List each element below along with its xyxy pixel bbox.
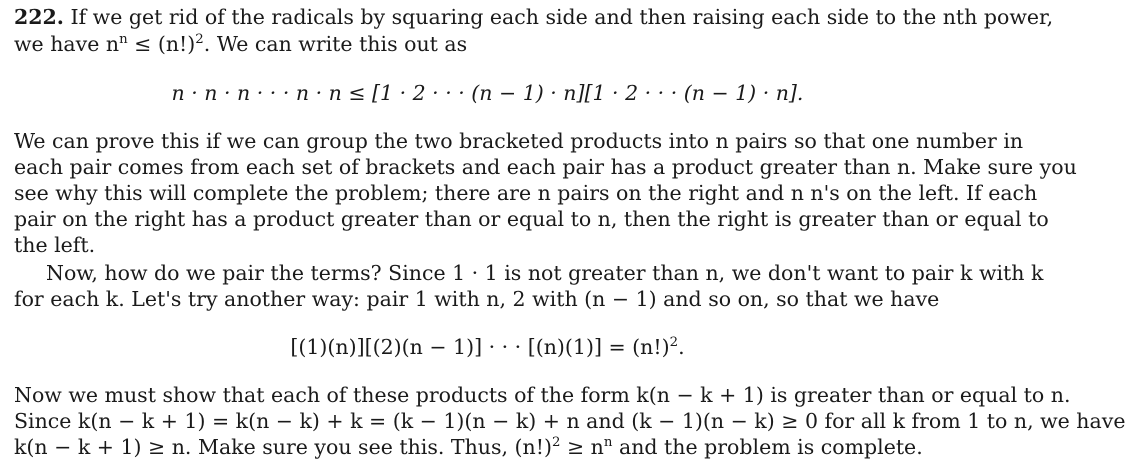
intro-text-1: If we get rid of the radicals by squaring each side and then raising each side to the nth power,: [70, 5, 1054, 29]
para2-line-2: for each k. Let's try another way: pair 1 with n, 2 with (n − 1) and so on, so that we have: [14, 287, 940, 311]
para1-line-1: We can prove this if we can group the two bracketed products into n pairs so that one number in: [14, 129, 1024, 153]
intro-text-2c: . We can write this out as: [203, 32, 468, 56]
para3-line-2: Since k(n − k + 1) = k(n − k) + k = (k − 1)(n − k) + n and (k − 1)(n − k) ≥ 0 for all k from 1 to n, we have: [14, 409, 1125, 433]
last-text-a: k(n − k + 1) ≥ n. Make sure you see this. Thus, (n!): [14, 435, 552, 459]
last-text-c: and the problem is complete.: [612, 435, 923, 459]
para1-line-5: the left.: [14, 233, 96, 257]
para1-line-3: see why this will complete the problem; there are n pairs on the right and n n's on the left. If each: [14, 181, 1038, 205]
last-text-b: ≥ n: [560, 435, 604, 459]
display-eq2-text: [(1)(n)][(2)(n − 1)] · · · [(n)(1)] = (n!): [290, 335, 670, 359]
intro-line-1: [14, 4, 1053, 30]
para3-line-3: [14, 434, 923, 460]
para1-line-2: each pair comes from each set of brackets and each pair has a product greater than n. Make sure you: [14, 155, 1077, 179]
intro-text-2b: ≤ (n!): [127, 32, 196, 56]
problem-number: 222.: [14, 5, 64, 29]
intro-text-2a: we have n: [14, 32, 120, 56]
last-exponent-1: 2: [551, 435, 561, 451]
display-equation-1: n · n · n · · · n · n ≤ [1 · 2 · · · (n − 1) · n][1 · 2 · · · (n − 1) · n].: [171, 81, 804, 105]
intro-exponent-1: n: [119, 32, 128, 48]
intro-line-2: [14, 31, 467, 57]
last-exponent-2: n: [603, 435, 613, 451]
display-eq2-period: .: [678, 335, 685, 359]
display-equation-2: [0, 334, 975, 360]
para3-line-1: Now we must show that each of these products of the form k(n − k + 1) is greater than or equal to n.: [14, 383, 1071, 407]
intro-exponent-2: 2: [195, 32, 204, 48]
display-eq2-exponent: 2: [669, 335, 679, 351]
para1-line-4: pair on the right has a product greater than or equal to n, then the right is greater than or equal to: [14, 207, 1049, 231]
para2-line-1: Now, how do we pair the terms? Since 1 · 1 is not greater than n, we don't want to pair k with k: [46, 261, 1044, 285]
